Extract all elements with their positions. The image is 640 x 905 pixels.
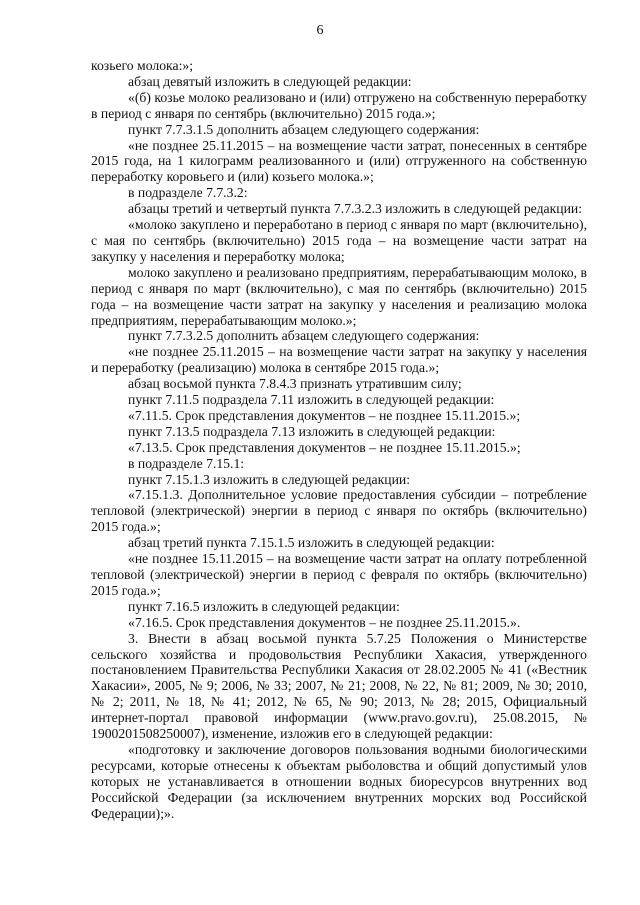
- paragraph: «7.11.5. Срок представления документов – не позднее 15.11.2015.»;: [128, 407, 521, 423]
- paragraph: абзац третий пункта 7.15.1.5 изложить в следующей редакции:: [128, 535, 495, 551]
- paragraph: «7.13.5. Срок представления документов – не позднее 15.11.2015.»;: [128, 439, 521, 455]
- paragraph: молоко закуплено и реализовано предприятиям, перерабатывающим молоко, в период с января по март (включительно), с мая по сентябрь (включительно) 2015 года – на возмещение части затрат на закупку у населения и реализацию молока предприятиям, перерабатывающим молоко.»;: [91, 264, 587, 328]
- paragraph: пункт 7.13.5 подраздела 7.13 изложить в следующей редакции:: [128, 423, 496, 439]
- paragraph: в подразделе 7.7.3.2:: [128, 185, 248, 201]
- paragraph: пункт 7.15.1.3 изложить в следующей редакции:: [128, 471, 411, 487]
- paragraph: «подготовку и заключение договоров пользования водными биологическими ресурсами, которые отнесены к объектам рыболовства и общий допустимый улов которых не устанавливается в отношении водных биоресурсов внутренних вод Российской Федерации (за исключением внутренних морских вод Российской Федерации);».: [91, 741, 587, 821]
- paragraph: абзац восьмой пункта 7.8.4.3 признать утратившим силу;: [128, 376, 462, 392]
- paragraph: пункт 7.16.5 изложить в следующей редакции:: [128, 598, 400, 614]
- paragraph: «не позднее 15.11.2015 – на возмещение части затрат на оплату потребленной тепловой (электрической) энергии в период с февраля по октябрь (включительно) 2015 года.»;: [91, 551, 587, 598]
- paragraph: «молоко закуплено и переработано в период с января по март (включительно), с мая по сентябрь (включительно) 2015 года – на возмещение части затрат на закупку у населения и переработку молока;: [91, 217, 587, 264]
- paragraph: пункт 7.7.3.1.5 дополнить абзацем следующего содержания:: [128, 121, 480, 137]
- paragraph: «7.16.5. Срок представления документов – не позднее 25.11.2015.».: [128, 614, 521, 630]
- page-number: 6: [316, 23, 324, 38]
- paragraph: пункт 7.7.3.2.5 дополнить абзацем следующего содержания:: [128, 328, 480, 344]
- paragraph: «не позднее 25.11.2015 – на возмещение части затрат на закупку у населения и переработку (реализацию) молока в сентябре 2015 года.»;: [91, 344, 587, 376]
- paragraph: абзацы третий и четвертый пункта 7.7.3.2.3 изложить в следующей редакции:: [128, 201, 583, 217]
- paragraph: в подразделе 7.15.1:: [128, 455, 245, 471]
- paragraph: «7.15.1.3. Дополнительное условие предоставления субсидии – потребление тепловой (электрической) энергии в период с января по октябрь (включительно) 2015 года.»;: [91, 487, 587, 535]
- paragraph: пункт 7.11.5 подраздела 7.11 изложить в следующей редакции:: [128, 392, 495, 408]
- paragraph: абзац девятый изложить в следующей редакции:: [128, 73, 412, 89]
- document-body: [91, 58, 587, 822]
- paragraph: «(б) козье молоко реализовано и (или) отгружено на собственную переработку в период с января по сентябрь (включительно) 2015 года.»;: [91, 89, 587, 121]
- paragraph: 3. Внести в абзац восьмой пункта 5.7.25 Положения о Министерстве сельского хозяйства и продовольствия Республики Хакасия, утвержденного постановлением Правительства Республики Хакасия от 28.02.2005 № 41 («Вестник Хакасии», 2005, № 9; 2006, № 33; 2007, № 21; 2008, № 22, № 81; 2009, № 30; 2010, № 2; 2011, № 18, № 41; 2012, № 65, № 90; 2013, № 28; 2015, Официальный интернет-портал правовой информации (www.pravo.gov.ru), 25.08.2015, № 1900201508250007), изменение, изложив его в следующей редакции:: [91, 630, 587, 742]
- paragraph: козьего молока:»;: [91, 58, 194, 73]
- paragraph: «не позднее 25.11.2015 – на возмещение части затрат, понесенных в сентябре 2015 года, на 1 килограмм реализованного и (или) отгруженного на собственную переработку коровьего и (или) козьего молока.»;: [91, 137, 587, 185]
